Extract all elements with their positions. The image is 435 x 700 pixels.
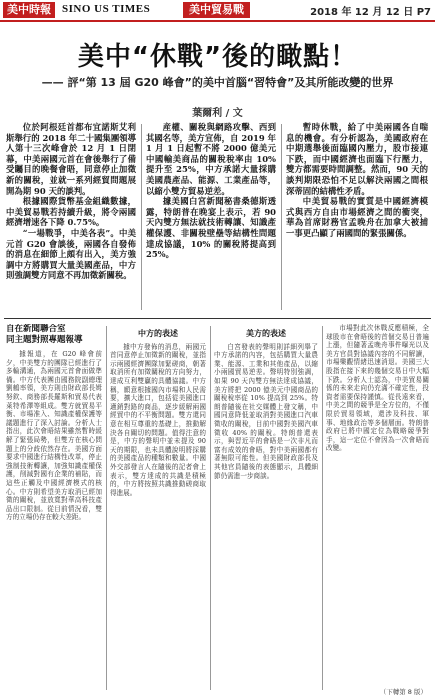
sidebar-heading: 自在新聞聯合室 同主題對照專題報導	[6, 324, 83, 345]
column-divider	[141, 124, 142, 310]
column-divider	[322, 326, 323, 690]
issue-date: 2018 年 12 月 12 日 P7	[310, 7, 431, 18]
lead-column-3	[286, 122, 428, 312]
body-paragraph: 據中方發佈的消息，兩國元首同意停止加徵新的關稅，並指示兩國經濟團隊加緊磋商，朝著取消所有加徵關稅的方向努力，達成互利雙贏的具體協議。中方稱，願意根據國內市場和人民需要，擴大進口，包括從美國進口適銷對路的商品，逐步緩解兩國經貿中的不平衡問題。雙方還同意在相互尊重的基礎上，推動解決各自關切的問題。值得注意的是，中方的聲明中並未提及 90 天的期限，也未具體說明將採購的美國產品的種類和數量。中國外交部發言人在隨後的記者會上表示，雙方達成的共識是積極的，中方將按照共識推動磋商取得進展。	[110, 342, 206, 497]
lead-column-2	[146, 122, 276, 312]
section-label: 美中貿易戰	[183, 2, 250, 18]
lead-column-1	[6, 122, 136, 312]
column-divider	[106, 326, 107, 690]
lead-paragraph: 據美國白宮新聞秘書桑德斯透露，特朗普在晚宴上表示，若 90 天內雙方無法就技術轉讓、知識產權保護、非關稅壁壘等結構性問題達成協議，10% 的關稅將提高到 25%。	[146, 196, 276, 260]
body-paragraph: 白宮發表的聲明則詳細列舉了中方承諾的內容，包括購買大量農業、能源、工業和其他產品，以縮小兩國貿易逆差。聲明特別強調，如果 90 天內雙方無法達成協議，美方將把 2000 億美元中國商品的關稅稅率從 10% 提高到 25%。特朗普隨後在社交媒體上發文稱，中國同意降低並取消對美國進口汽車徵收的關稅，目前中國對美國汽車徵收 40% 的關稅。特朗普還表示，與習近平的會晤是一次非凡而富有成效的會晤，對中美兩國都有著無限可能性。但美國財政部長及其他官員隨後的表態顯示，具體細節仍需進一步商談。	[214, 342, 318, 480]
newspaper-logo: 美中時報	[3, 2, 55, 18]
lead-paragraph: 産權、關稅與網路攻擊、西到其國名等，美方宣佈，自 2019 年 1 月 1 日起暫不將 2000 億美元中國輸美商品的關稅稅率由 10% 提升至 25%，中方承諾大量採購美國農產品、能源、工業產品等，以縮小雙方貿易逆差。	[146, 122, 276, 196]
section-subtitle: 美方的表述	[246, 328, 286, 338]
body-paragraph: 據報道，在 G20 峰會前夕，中美雙方的團隊已經進行了多輪溝通，為兩國元首會面做準備。中方代表團由國務院副總理劉鶴率領，美方則由財政部長姆努欽、商務部長羅斯和貿易代表萊特希澤等組成。雙方就貿易平衡、市場准入、知識產權保護等議題進行了深入討論。分析人士指出，此次會晤結果雖然暫時緩解了緊張局勢，但雙方在核心問題上的分歧依然存在。美國方面要求中國進行結構性改革，停止強制技術轉讓，加強知識產權保護，削減對國有企業的補貼，而這些正觸及中國經濟模式的核心。中方則希望美方取消已經加徵的關稅，並放寬對華高科技產品出口限制。從目前情況看，雙方的立場仍存在較大差距。	[6, 350, 102, 522]
section-rule	[4, 318, 431, 319]
column-divider	[210, 326, 211, 690]
article-byline: 葉爾利 / 文	[192, 108, 243, 119]
lead-paragraph: 中美貿易戰的實質是中國經濟模式與西方自由市場經濟之間的衝突，華為首席財務官孟晚舟在加拿大被捕一事更凸顯了兩國間的緊張關係。	[286, 196, 428, 238]
section-subtitle: 中方的表述	[138, 328, 178, 338]
masthead-rule	[0, 20, 435, 22]
lead-paragraph: 暫時休戰，給了中美兩國各自喘息的機會。有分析認為，美國政府在中期選舉後面臨國內壓力，股市接連下跌，而中國經濟也面臨下行壓力，雙方都需要時間調整。然而，90 天的談判期限恐怕不足以解決兩國之間根深蒂固的結構性矛盾。	[286, 122, 428, 196]
column-divider	[281, 124, 282, 310]
lower-column-4	[326, 324, 429, 680]
lead-paragraph: 根據國際貨幣基金組織數據，中美貿易戰若持續升級，將令兩國經濟增速各下降 0.75%。	[6, 196, 136, 228]
continued-note: （下轉第 8 版）	[379, 688, 427, 696]
article-subhead: —— 評“第 13 屆 G20 峰會”的美中首腦“習特會”及其所能改變的世界	[41, 76, 394, 89]
page-number: P7	[416, 7, 431, 18]
lead-paragraph: “一場戰爭，中美各表”。中美元首 G20 會談後，兩國各自發佈的消息在細節上頗有出入，美方強調中方將購買大量美國產品，中方則強調雙方同意不再加徵新關稅。	[6, 227, 136, 281]
lead-paragraph: 位於阿根廷首都布宜諾斯艾利斯舉行的 2018 年二十國集團領導人第十三次峰會於 12 月 1 日閉幕，中美兩國元首在會後舉行了備受矚目的晚餐會晤，同意停止加徵新的關稅，並就一系列經貿問題展開為期 90 天的談判。	[6, 122, 136, 196]
newspaper-brand: SINO US TIMES	[62, 3, 151, 15]
body-paragraph: 市場對此次休戰反應積極，全球股市在會晤後的首個交易日普遍上漲，但隨著孟晚舟事件曝光以及美方官員對協議內容的不同解讀，市場樂觀情緒迅速消退。美國三大股指在接下來的幾個交易日中大幅下跌。分析人士認為，中美貿易關係的未來走向仍充滿不確定性，投資者需要保持謹慎。從長遠來看，中美之間的競爭是全方位的，不僅限於貿易領域，還涉及科技、軍事、地緣政治等多個層面。特朗普政府已將中國定位為戰略競爭對手，這一定位不會因為一次會晤而改變。	[326, 324, 429, 453]
article-headline: 美中“休戰”後的瞰點！	[77, 42, 358, 72]
lower-column-2	[110, 324, 206, 690]
lower-column-3	[214, 324, 318, 690]
lower-column-1	[6, 324, 102, 690]
